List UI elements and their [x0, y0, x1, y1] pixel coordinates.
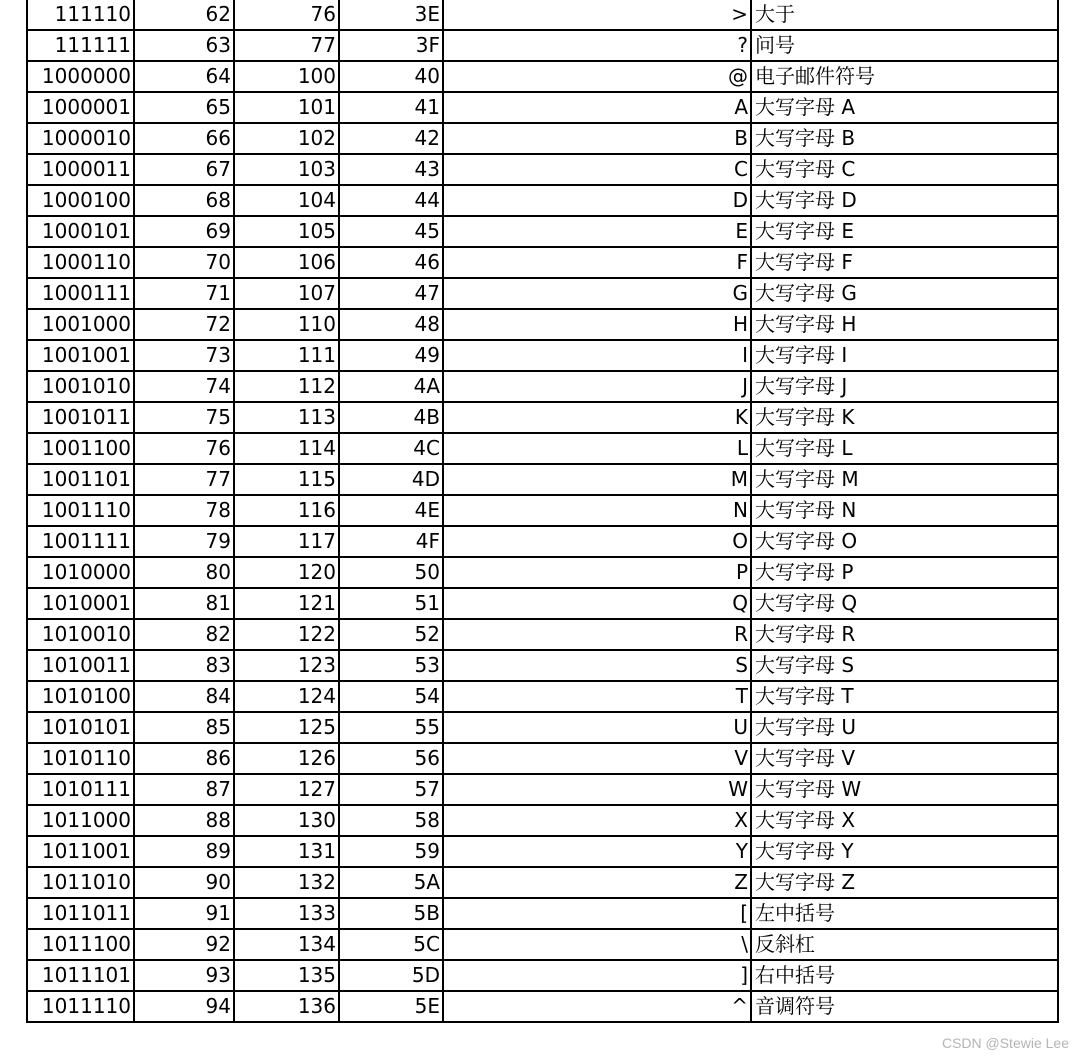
description-cell: 大写字母 I: [751, 340, 1058, 371]
description-cell: 电子邮件符号: [751, 61, 1058, 92]
hex-cell: 52: [339, 619, 443, 650]
octal-cell: 126: [234, 743, 339, 774]
table-row: [27, 867, 1058, 898]
binary-cell: 1000010: [27, 123, 134, 154]
description-cell: 大写字母 X: [751, 805, 1058, 836]
octal-cell: 102: [234, 123, 339, 154]
character-cell: ?: [443, 30, 751, 61]
hex-cell: 41: [339, 92, 443, 123]
table-row: [27, 433, 1058, 464]
decimal-cell: 77: [134, 464, 234, 495]
decimal-cell: 94: [134, 991, 234, 1022]
hex-cell: 42: [339, 123, 443, 154]
octal-cell: 114: [234, 433, 339, 464]
description-cell: 大写字母 P: [751, 557, 1058, 588]
octal-cell: 135: [234, 960, 339, 991]
character-cell: X: [443, 805, 751, 836]
description-cell: 大写字母 G: [751, 278, 1058, 309]
hex-cell: 5D: [339, 960, 443, 991]
binary-cell: 1010010: [27, 619, 134, 650]
table-row: [27, 712, 1058, 743]
octal-cell: 103: [234, 154, 339, 185]
description-cell: 大写字母 L: [751, 433, 1058, 464]
binary-cell: 1010111: [27, 774, 134, 805]
hex-cell: 48: [339, 309, 443, 340]
table-row: [27, 340, 1058, 371]
binary-cell: 1001100: [27, 433, 134, 464]
character-cell: P: [443, 557, 751, 588]
binary-cell: 1001001: [27, 340, 134, 371]
hex-cell: 4D: [339, 464, 443, 495]
binary-cell: 1000110: [27, 247, 134, 278]
table-row: [27, 402, 1058, 433]
hex-cell: 4A: [339, 371, 443, 402]
description-cell: 大写字母 A: [751, 92, 1058, 123]
character-cell: B: [443, 123, 751, 154]
description-cell: 大写字母 F: [751, 247, 1058, 278]
octal-cell: 100: [234, 61, 339, 92]
description-cell: 大写字母 J: [751, 371, 1058, 402]
character-cell: M: [443, 464, 751, 495]
hex-cell: 56: [339, 743, 443, 774]
character-cell: K: [443, 402, 751, 433]
ascii-table: [26, 0, 1059, 1023]
decimal-cell: 93: [134, 960, 234, 991]
character-cell: O: [443, 526, 751, 557]
description-cell: 大写字母 C: [751, 154, 1058, 185]
binary-cell: 1010000: [27, 557, 134, 588]
character-cell: ]: [443, 960, 751, 991]
table-row: [27, 61, 1058, 92]
binary-cell: 111111: [27, 30, 134, 61]
hex-cell: 54: [339, 681, 443, 712]
description-cell: 大写字母 E: [751, 216, 1058, 247]
binary-cell: 1000111: [27, 278, 134, 309]
table-row: [27, 588, 1058, 619]
table-row: [27, 805, 1058, 836]
description-cell: 大写字母 T: [751, 681, 1058, 712]
character-cell: [: [443, 898, 751, 929]
hex-cell: 47: [339, 278, 443, 309]
binary-cell: 1010001: [27, 588, 134, 619]
table-row: [27, 371, 1058, 402]
table-row: [27, 464, 1058, 495]
octal-cell: 77: [234, 30, 339, 61]
decimal-cell: 90: [134, 867, 234, 898]
binary-cell: 1011011: [27, 898, 134, 929]
description-cell: 大写字母 Z: [751, 867, 1058, 898]
table-row: [27, 774, 1058, 805]
hex-cell: 3E: [339, 0, 443, 30]
character-cell: @: [443, 61, 751, 92]
octal-cell: 115: [234, 464, 339, 495]
octal-cell: 113: [234, 402, 339, 433]
character-cell: Z: [443, 867, 751, 898]
decimal-cell: 79: [134, 526, 234, 557]
decimal-cell: 65: [134, 92, 234, 123]
character-cell: F: [443, 247, 751, 278]
decimal-cell: 92: [134, 929, 234, 960]
description-cell: 大写字母 R: [751, 619, 1058, 650]
table-row: [27, 743, 1058, 774]
hex-cell: 4B: [339, 402, 443, 433]
octal-cell: 117: [234, 526, 339, 557]
watermark: CSDN @Stewie Lee: [941, 1035, 1069, 1051]
description-cell: 大于: [751, 0, 1058, 30]
table-row: [27, 650, 1058, 681]
decimal-cell: 89: [134, 836, 234, 867]
octal-cell: 110: [234, 309, 339, 340]
character-cell: \: [443, 929, 751, 960]
decimal-cell: 71: [134, 278, 234, 309]
table-row: [27, 898, 1058, 929]
binary-cell: 1001110: [27, 495, 134, 526]
character-cell: E: [443, 216, 751, 247]
character-cell: D: [443, 185, 751, 216]
table-row: [27, 681, 1058, 712]
binary-cell: 1010110: [27, 743, 134, 774]
octal-cell: 105: [234, 216, 339, 247]
character-cell: R: [443, 619, 751, 650]
character-cell: V: [443, 743, 751, 774]
hex-cell: 43: [339, 154, 443, 185]
decimal-cell: 81: [134, 588, 234, 619]
octal-cell: 107: [234, 278, 339, 309]
table-row: [27, 30, 1058, 61]
decimal-cell: 69: [134, 216, 234, 247]
character-cell: I: [443, 340, 751, 371]
binary-cell: 1001101: [27, 464, 134, 495]
table-row: [27, 557, 1058, 588]
decimal-cell: 82: [134, 619, 234, 650]
hex-cell: 46: [339, 247, 443, 278]
table-row: [27, 526, 1058, 557]
hex-cell: 57: [339, 774, 443, 805]
octal-cell: 106: [234, 247, 339, 278]
decimal-cell: 80: [134, 557, 234, 588]
octal-cell: 136: [234, 991, 339, 1022]
octal-cell: 101: [234, 92, 339, 123]
character-cell: Q: [443, 588, 751, 619]
binary-cell: 1000001: [27, 92, 134, 123]
hex-cell: 5B: [339, 898, 443, 929]
hex-cell: 4F: [339, 526, 443, 557]
hex-cell: 51: [339, 588, 443, 619]
table-row: [27, 123, 1058, 154]
table-row: [27, 0, 1058, 30]
description-cell: 大写字母 N: [751, 495, 1058, 526]
binary-cell: 1011101: [27, 960, 134, 991]
description-cell: 大写字母 S: [751, 650, 1058, 681]
binary-cell: 1011110: [27, 991, 134, 1022]
octal-cell: 127: [234, 774, 339, 805]
hex-cell: 45: [339, 216, 443, 247]
decimal-cell: 66: [134, 123, 234, 154]
description-cell: 左中括号: [751, 898, 1058, 929]
decimal-cell: 91: [134, 898, 234, 929]
description-cell: 大写字母 V: [751, 743, 1058, 774]
binary-cell: 1000100: [27, 185, 134, 216]
octal-cell: 124: [234, 681, 339, 712]
table-row: [27, 929, 1058, 960]
description-cell: 大写字母 B: [751, 123, 1058, 154]
table-row: [27, 836, 1058, 867]
decimal-cell: 70: [134, 247, 234, 278]
hex-cell: 40: [339, 61, 443, 92]
hex-cell: 53: [339, 650, 443, 681]
decimal-cell: 68: [134, 185, 234, 216]
table-row: [27, 495, 1058, 526]
octal-cell: 120: [234, 557, 339, 588]
character-cell: W: [443, 774, 751, 805]
hex-cell: 59: [339, 836, 443, 867]
octal-cell: 130: [234, 805, 339, 836]
table-row: [27, 216, 1058, 247]
hex-cell: 4C: [339, 433, 443, 464]
decimal-cell: 64: [134, 61, 234, 92]
decimal-cell: 83: [134, 650, 234, 681]
description-cell: 大写字母 O: [751, 526, 1058, 557]
binary-cell: 1001111: [27, 526, 134, 557]
description-cell: 反斜杠: [751, 929, 1058, 960]
character-cell: A: [443, 92, 751, 123]
octal-cell: 133: [234, 898, 339, 929]
character-cell: ^: [443, 991, 751, 1022]
binary-cell: 1000101: [27, 216, 134, 247]
table-row: [27, 991, 1058, 1022]
character-cell: J: [443, 371, 751, 402]
hex-cell: 5C: [339, 929, 443, 960]
description-cell: 大写字母 U: [751, 712, 1058, 743]
binary-cell: 1011001: [27, 836, 134, 867]
octal-cell: 112: [234, 371, 339, 402]
decimal-cell: 76: [134, 433, 234, 464]
description-cell: 大写字母 W: [751, 774, 1058, 805]
hex-cell: 55: [339, 712, 443, 743]
octal-cell: 76: [234, 0, 339, 30]
decimal-cell: 75: [134, 402, 234, 433]
binary-cell: 1010011: [27, 650, 134, 681]
hex-cell: 44: [339, 185, 443, 216]
octal-cell: 132: [234, 867, 339, 898]
decimal-cell: 84: [134, 681, 234, 712]
octal-cell: 123: [234, 650, 339, 681]
hex-cell: 5A: [339, 867, 443, 898]
decimal-cell: 78: [134, 495, 234, 526]
decimal-cell: 85: [134, 712, 234, 743]
character-cell: T: [443, 681, 751, 712]
decimal-cell: 86: [134, 743, 234, 774]
binary-cell: 1011010: [27, 867, 134, 898]
table-row: [27, 619, 1058, 650]
character-cell: S: [443, 650, 751, 681]
description-cell: 音调符号: [751, 991, 1058, 1022]
table-row: [27, 247, 1058, 278]
table-row: [27, 185, 1058, 216]
decimal-cell: 72: [134, 309, 234, 340]
character-cell: U: [443, 712, 751, 743]
decimal-cell: 73: [134, 340, 234, 371]
description-cell: 大写字母 M: [751, 464, 1058, 495]
decimal-cell: 67: [134, 154, 234, 185]
octal-cell: 116: [234, 495, 339, 526]
binary-cell: 1001011: [27, 402, 134, 433]
table-row: [27, 92, 1058, 123]
binary-cell: 1000000: [27, 61, 134, 92]
octal-cell: 104: [234, 185, 339, 216]
hex-cell: 4E: [339, 495, 443, 526]
table-row: [27, 154, 1058, 185]
character-cell: G: [443, 278, 751, 309]
binary-cell: 111110: [27, 0, 134, 30]
binary-cell: 1010100: [27, 681, 134, 712]
binary-cell: 1010101: [27, 712, 134, 743]
character-cell: N: [443, 495, 751, 526]
table-row: [27, 309, 1058, 340]
description-cell: 大写字母 Q: [751, 588, 1058, 619]
character-cell: >: [443, 0, 751, 30]
table-row: [27, 278, 1058, 309]
description-cell: 大写字母 Y: [751, 836, 1058, 867]
hex-cell: 5E: [339, 991, 443, 1022]
decimal-cell: 87: [134, 774, 234, 805]
description-cell: 问号: [751, 30, 1058, 61]
binary-cell: 1000011: [27, 154, 134, 185]
octal-cell: 121: [234, 588, 339, 619]
hex-cell: 50: [339, 557, 443, 588]
octal-cell: 122: [234, 619, 339, 650]
binary-cell: 1011100: [27, 929, 134, 960]
binary-cell: 1001010: [27, 371, 134, 402]
binary-cell: 1011000: [27, 805, 134, 836]
decimal-cell: 88: [134, 805, 234, 836]
description-cell: 大写字母 H: [751, 309, 1058, 340]
binary-cell: 1001000: [27, 309, 134, 340]
octal-cell: 134: [234, 929, 339, 960]
hex-cell: 49: [339, 340, 443, 371]
decimal-cell: 63: [134, 30, 234, 61]
table-row: [27, 960, 1058, 991]
decimal-cell: 62: [134, 0, 234, 30]
octal-cell: 131: [234, 836, 339, 867]
decimal-cell: 74: [134, 371, 234, 402]
octal-cell: 111: [234, 340, 339, 371]
octal-cell: 125: [234, 712, 339, 743]
character-cell: Y: [443, 836, 751, 867]
hex-cell: 3F: [339, 30, 443, 61]
description-cell: 大写字母 D: [751, 185, 1058, 216]
description-cell: 右中括号: [751, 960, 1058, 991]
description-cell: 大写字母 K: [751, 402, 1058, 433]
hex-cell: 58: [339, 805, 443, 836]
ascii-table-body: [27, 0, 1058, 1022]
character-cell: L: [443, 433, 751, 464]
character-cell: H: [443, 309, 751, 340]
character-cell: C: [443, 154, 751, 185]
